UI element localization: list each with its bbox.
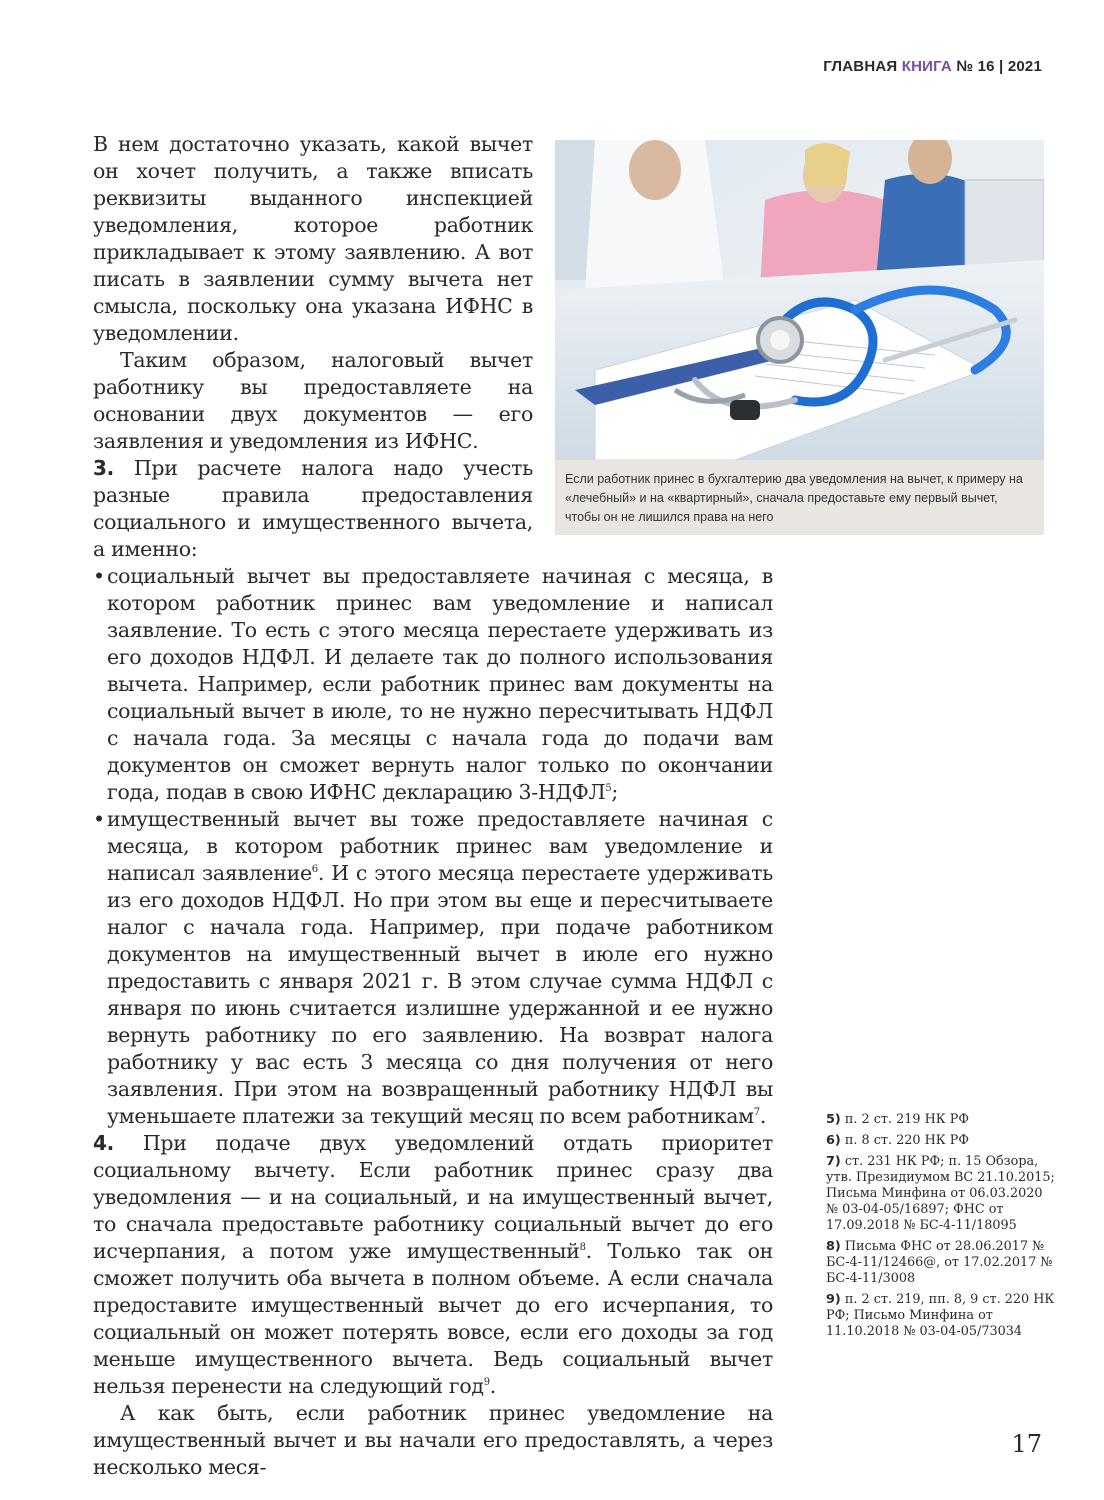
- doctors-stethoscope-photo: [555, 140, 1044, 460]
- issue-number: № 16 | 2021: [956, 58, 1042, 75]
- paragraph-2: Таким образом, налоговый вычет работнику вы предоставляете на основании двух документов — его заявления и уведомления из ИФНС.: [93, 348, 533, 453]
- paragraph-4: [93, 1130, 773, 1400]
- bullet-social-end: ;: [611, 780, 619, 804]
- paragraph-1: В нем достаточно указать, какой вычет он хочет получить, а также вписать реквизиты выданного инспекцией уведомления, которое работник прикладывает к этому заявлению. А вот писать в заявлении сумму вычета нет смысла, поскольку она указана ИФНС в уведомлении.: [93, 132, 533, 345]
- footnote-9-num: 9): [826, 1292, 841, 1307]
- footnote-6: [826, 1133, 1056, 1149]
- article-figure: [555, 140, 1044, 535]
- bullet-social-text: социальный вычет вы предоставляете начиная с месяца, в котором работник принес вам уведомление и написал заявление. То есть с этого месяца перестаете удерживать из его доходов НДФЛ. И делаете так до полного использования вычета. Например, если работник принес вам документы на социальный вычет в июле, то не нужно пересчитывать НДФЛ с начала года. За месяцы с начала года до подачи вам документов он сможет вернуть налог только по окончании года, подав в свою ИФНС декларацию 3-НДФЛ: [107, 564, 773, 804]
- item-number-3: 3.: [93, 456, 114, 480]
- footnote-5-text: п. 2 ст. 219 НК РФ: [844, 1112, 969, 1127]
- footnote-ref-7: 7: [753, 1107, 760, 1119]
- bullet-property: [93, 806, 773, 1130]
- footnote-ref-9: 9: [483, 1377, 490, 1389]
- footnote-8: [826, 1239, 1056, 1287]
- footnote-8-text: Письма ФНС от 28.06.2017 № БС-4-11/12466@, от 17.02.2017 № БС-4-11/3008: [826, 1239, 1053, 1286]
- paragraph-5: А как быть, если работник принес уведомление на имущественный вычет и вы начали его предоставлять, а через несколько меся-: [93, 1401, 773, 1479]
- footnote-5: [826, 1112, 1056, 1128]
- footnote-6-num: 6): [826, 1133, 841, 1148]
- bullet-property-text-a: имущественный вычет вы тоже предоставляете начиная с месяца, в котором работник принес вам уведомление и написал заявление: [107, 807, 773, 885]
- figure-caption: Если работник принес в бухгалтерию два уведомления на вычет, к примеру на «лечебный» и на «квартирный», сначала предоставьте ему первый вычет, чтобы он не лишился права на него: [565, 472, 1023, 524]
- page-number: 17: [1011, 1430, 1042, 1458]
- footnote-8-num: 8): [826, 1239, 841, 1254]
- bullet-property-end: .: [759, 1104, 767, 1128]
- footnotes: [826, 1112, 1056, 1345]
- footnote-6-text: п. 8 ст. 220 НК РФ: [844, 1133, 969, 1148]
- bullet-social: [93, 563, 773, 806]
- running-header: [823, 58, 1042, 75]
- magazine-title-accent: КНИГА: [901, 58, 952, 75]
- footnote-7-num: 7): [826, 1154, 841, 1169]
- footnote-5-num: 5): [826, 1112, 841, 1127]
- magazine-title: ГЛАВНАЯ: [823, 58, 898, 75]
- paragraph-4-text-a: При подаче двух уведомлений отдать приоритет социальному вычету. Если работник принес сразу два уведомления — и на социальный, и на имущественный вычет, то сначала предоставьте работнику социальный вычет до его исчерпания, а потом уже имущественный: [93, 1131, 774, 1263]
- footnote-9: [826, 1292, 1056, 1340]
- bullet-property-text-b: . И с этого месяца перестаете удерживать из его доходов НДФЛ. Но при этом вы еще и пересчитываете налог с начала года. Например, при подаче работником документов на имущественный вычет в июле его нужно предоставить с января 2021 г. В этом случае сумма НДФЛ с января по июнь считается излишне удержанной и ее нужно вернуть работнику по его заявлению. На возврат налога работнику у вас есть 3 месяца со дня получения от него заявления. При этом на возвращенный работнику НДФЛ вы уменьшаете платежи за текущий месяц по всем работникам: [107, 861, 773, 1128]
- item-number-4: 4.: [93, 1131, 114, 1155]
- footnote-ref-5: 5: [605, 783, 612, 795]
- footnote-7-text: ст. 231 НК РФ; п. 15 Обзора, утв. Президиумом ВС 21.10.2015; Письма Минфина от 06.03.2020 № 03-04-05/16897; ФНС от 17.09.2018 № БС-4-11/18095: [826, 1154, 1055, 1233]
- footnote-ref-8: 8: [579, 1242, 586, 1254]
- paragraph-4-text-b: . Только так он сможет получить оба вычета в полном объеме. А если сначала предоставите имущественный вычет до его исчерпания, то социальный он может потерять вовсе, если его доходы за год меньше имущественного вычета. Ведь социальный вычет нельзя перенести на следующий год: [93, 1239, 773, 1398]
- footnote-ref-6: 6: [311, 864, 318, 876]
- paragraph-4-end: .: [489, 1374, 497, 1398]
- footnote-9-text: п. 2 ст. 219, пп. 8, 9 ст. 220 НК РФ; Письмо Минфина от 11.10.2018 № 03-04-05/73034: [826, 1292, 1055, 1339]
- footnote-7: [826, 1154, 1056, 1234]
- paragraph-3-text: При расчете налога надо учесть разные правила предоставления социального и имущественного вычета, а именно:: [93, 456, 533, 561]
